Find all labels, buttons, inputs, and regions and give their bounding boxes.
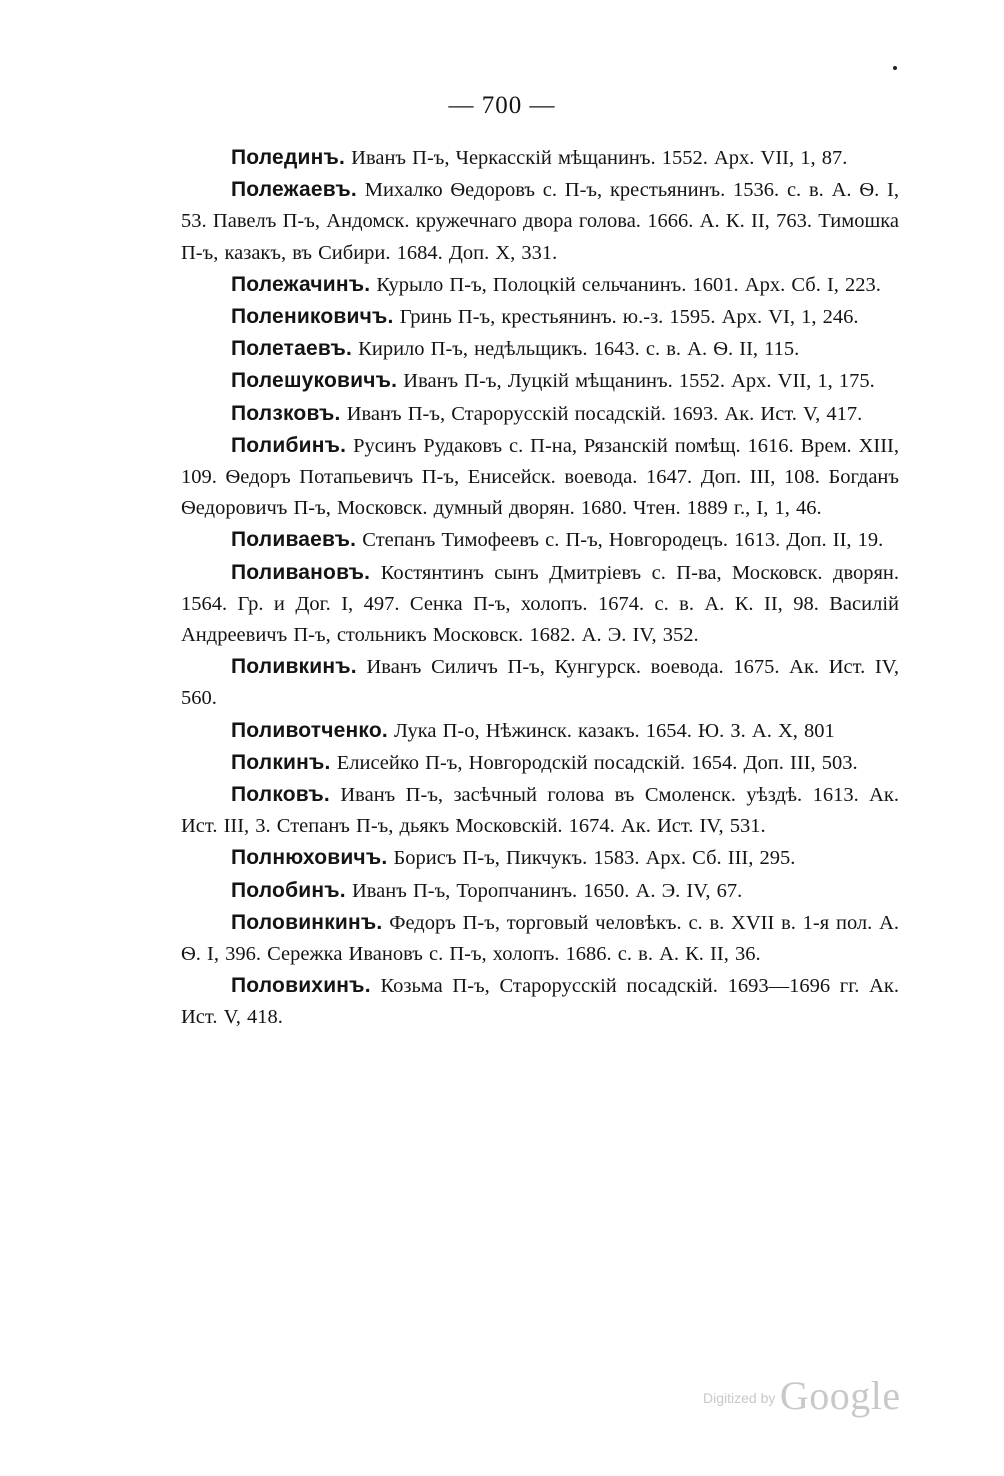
entry-surname: Полетаевъ. xyxy=(231,337,353,361)
entry-text: Елисейко П-ъ, Новгородскій посадскій. 1654. Доп. III, 503. xyxy=(336,751,858,774)
entry xyxy=(181,301,899,333)
entry xyxy=(181,269,899,301)
entry-surname: Полобинъ. xyxy=(231,878,346,902)
entry-surname: Полнюховичъ. xyxy=(231,846,388,870)
entry xyxy=(181,779,899,842)
entry-text: Лука П-о, Нѣжинск. казакъ. 1654. Ю. З. А. X, 801 xyxy=(394,719,835,742)
entry-text: Кирило П-ъ, недѣльщикъ. 1643. с. в. А. Ѳ. II, 115. xyxy=(358,338,800,361)
page-number: — 700 — xyxy=(448,92,556,119)
entry-surname: Поливановъ. xyxy=(231,560,371,584)
entry-text: Михалко Ѳедоровъ с. П-ъ, крестьянинъ. 1536. с. в. А. Ѳ. I, 53. Павелъ П-ъ, Андомск. кружечнаго двора голова. 1666. А. К. II, 763. Тимошка П-ъ, казакъ, въ Сибири. 1684. Доп. X, 331. xyxy=(181,179,900,264)
entry xyxy=(181,907,899,970)
entry-surname: Поливотченко. xyxy=(231,718,388,742)
entry xyxy=(181,524,899,556)
entry xyxy=(181,747,899,779)
entry xyxy=(181,398,899,430)
entry-text: Иванъ П-ъ, Старорусскій посадскій. 1693. Ак. Ист. V, 417. xyxy=(346,402,863,425)
entry-text: Иванъ П-ъ, Луцкій мѣщанинъ. 1552. Арх. VII, 1, 175. xyxy=(403,370,875,393)
entry-text: Иванъ П-ъ, Торопчанинъ. 1650. А. Э. IV, 67. xyxy=(351,879,743,902)
entry-surname: Полежачинъ. xyxy=(231,272,371,296)
entry-text: Степанъ Тимофеевъ с. П-ъ, Новгородецъ. 1613. Доп. II, 19. xyxy=(362,529,884,552)
entry-surname: Полежаевъ. xyxy=(231,178,357,202)
entry-surname: Полениковичъ. xyxy=(231,305,394,329)
entry-surname: Поливкинъ. xyxy=(231,655,357,679)
entry xyxy=(181,557,899,652)
entry xyxy=(181,142,899,174)
ink-dot xyxy=(893,66,897,70)
entry-text: Курыло П-ъ, Полоцкій сельчанинъ. 1601. Арх. Сб. I, 223. xyxy=(376,273,881,296)
entry-surname: Ползковъ. xyxy=(231,401,341,425)
entry xyxy=(181,715,899,747)
entry xyxy=(181,365,899,397)
entry-surname: Полкинъ. xyxy=(231,750,331,774)
entry-surname: Полешуковичъ. xyxy=(231,369,398,393)
entry-surname: Полибинъ. xyxy=(231,433,347,457)
entry xyxy=(181,430,899,525)
entry-surname: Поливаевъ. xyxy=(231,528,357,552)
entry-surname: Половинкинъ. xyxy=(231,910,383,934)
entry-text: Гринь П-ъ, крестьянинъ. ю.-з. 1595. Арх. VI, 1, 246. xyxy=(399,306,859,329)
entry-text: Козьма П-ъ, Старорусскій посадскій. 1693—1696 гг. Ак. Ист. V, 418. xyxy=(181,975,899,1029)
watermark-prefix: Digitized by xyxy=(703,1390,776,1406)
entry xyxy=(181,875,899,907)
entry-text: Костянтинъ сынъ Дмитріевъ с. П-ва, Московск. дворян. 1564. Гр. и Дог. I, 497. Сенка П-ъ, холопъ. 1674. с. в. А. К. II, 98. Василій Андреевичъ П-ъ, стольникъ Московск. 1682. А. Э. IV, 352. xyxy=(181,561,900,647)
entry xyxy=(181,333,899,365)
entry-surname: Полединъ. xyxy=(231,146,346,169)
entry xyxy=(181,651,899,714)
entry-text: Иванъ Силичъ П-ъ, Кунгурск. воевода. 1675. Ак. Ист. IV, 560. xyxy=(181,656,899,710)
entry-list xyxy=(181,142,899,1034)
entry-text: Иванъ П-ъ, Черкасскій мѣщанинъ. 1552. Арх. VII, 1, 87. xyxy=(351,147,848,169)
entry-text: Иванъ П-ъ, засѣчный голова въ Смоленск. уѣздѣ. 1613. Ак. Ист. III, 3. Степанъ П-ъ, дьякъ Московскій. 1674. Ак. Ист. IV, 531. xyxy=(181,784,900,838)
entry-text: Русинъ Рудаковъ с. П-на, Рязанскій помѣщ. 1616. Врем. XIII, 109. Ѳедоръ Потапьевичъ П-ъ, Енисейск. воевода. 1647. Доп. III, 108. Богданъ Ѳедоровичъ П-ъ, Московск. думный дворян. 1680. Чтен. 1889 г., I, 1, 46. xyxy=(181,434,900,520)
entry xyxy=(181,842,899,874)
entry-surname: Половихинъ. xyxy=(231,974,371,998)
entry xyxy=(181,174,899,269)
entry xyxy=(181,970,899,1033)
entry-text: Борисъ П-ъ, Пикчукъ. 1583. Арх. Сб. III, 295. xyxy=(393,847,796,870)
digitized-watermark xyxy=(703,1372,913,1419)
entry-text: Федоръ П-ъ, торговый человѣкъ. с. в. XVII в. 1-я пол. А. Ѳ. I, 396. Сережка Ивановъ с. П-ъ, холопъ. 1686. с. в. А. К. II, 36. xyxy=(181,911,899,966)
google-logo: Google xyxy=(779,1373,901,1418)
entry-surname: Полковъ. xyxy=(231,783,330,807)
